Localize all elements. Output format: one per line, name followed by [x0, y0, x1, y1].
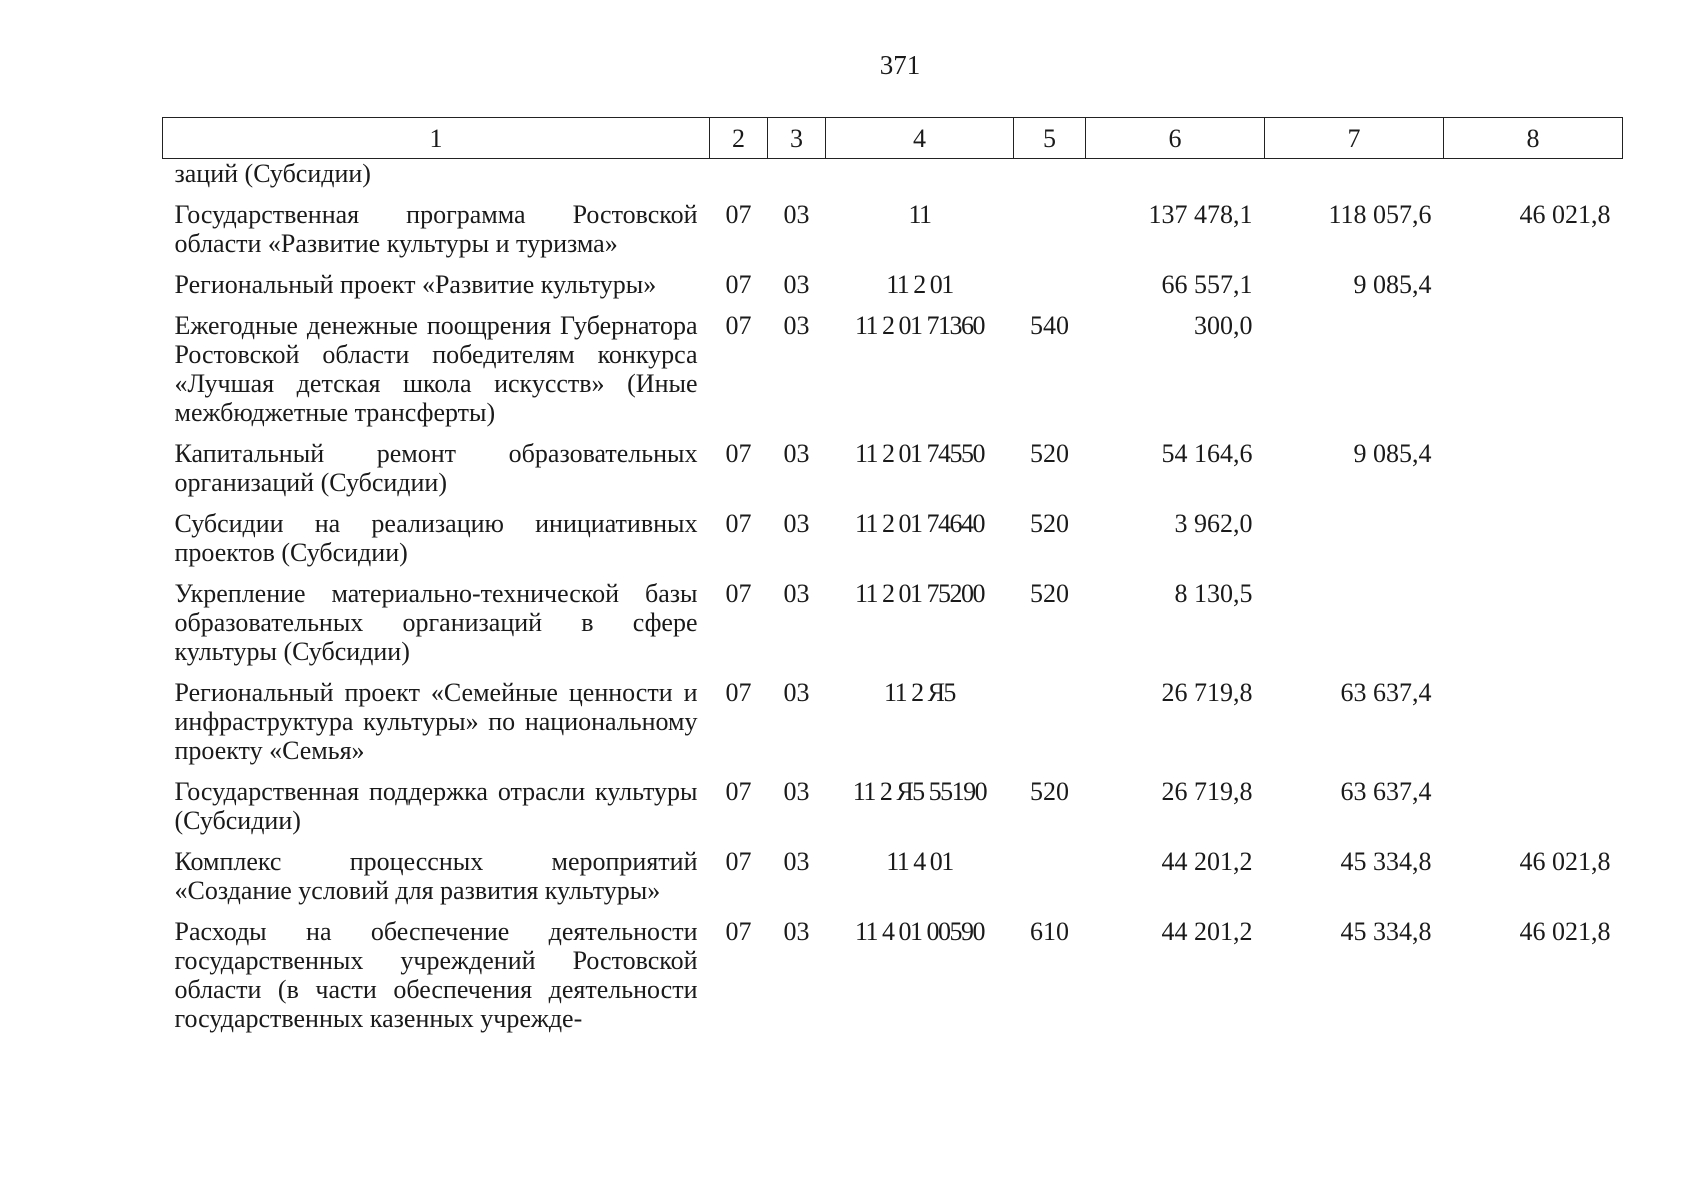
row-description: Комплекс процессных мероприятий «Создание условий для развития культуры» [174, 847, 698, 905]
column-header: 7 [1265, 118, 1444, 159]
subsection-code: 03 [783, 439, 810, 468]
section-code: 07 [725, 439, 752, 468]
expense-type-code [1014, 159, 1086, 201]
page-number: 371 [879, 50, 921, 80]
table-row [163, 917, 1623, 1045]
row-description: заций (Субсидии) [174, 159, 371, 188]
amount-col-6: 3 962,0 [1174, 509, 1253, 538]
table-row [163, 200, 1623, 270]
budget-table [162, 117, 1623, 1045]
target-article-code: 11 2 Я5 55190 [852, 777, 987, 806]
amount-col-8 [1444, 678, 1623, 777]
expense-type-code: 520 [1030, 579, 1069, 608]
column-header: 3 [768, 118, 826, 159]
row-description: Государственная поддержка отрасли культуры (Субсидии) [174, 777, 698, 835]
section-code: 07 [725, 579, 752, 608]
section-code: 07 [725, 847, 752, 876]
amount-col-7: 118 057,6 [1328, 200, 1432, 229]
expense-type-code [1014, 200, 1086, 270]
table-row [163, 311, 1623, 439]
amount-col-8: 46 021,8 [1519, 917, 1611, 946]
column-header: 2 [710, 118, 768, 159]
expense-type-code: 520 [1030, 509, 1069, 538]
table-row [163, 509, 1623, 579]
expense-type-code: 520 [1030, 777, 1069, 806]
amount-col-7: 63 637,4 [1340, 777, 1432, 806]
subsection-code [768, 159, 826, 201]
column-header: 6 [1086, 118, 1265, 159]
amount-col-8: 46 021,8 [1519, 847, 1611, 876]
subsection-code: 03 [783, 678, 810, 707]
amount-col-6: 44 201,2 [1161, 917, 1253, 946]
column-header: 8 [1444, 118, 1623, 159]
amount-col-8 [1444, 777, 1623, 847]
table-row [163, 159, 1623, 201]
table-row [163, 579, 1623, 678]
row-description: Государственная программа Ростовской области «Развитие культуры и туризма» [174, 200, 698, 258]
target-article-code: 11 2 01 75200 [854, 579, 985, 608]
subsection-code: 03 [783, 200, 810, 229]
table-body [163, 159, 1623, 1046]
amount-col-6: 8 130,5 [1174, 579, 1253, 608]
amount-col-8 [1444, 509, 1623, 579]
amount-col-8: 46 021,8 [1519, 200, 1611, 229]
amount-col-7 [1265, 579, 1444, 678]
section-code: 07 [725, 678, 752, 707]
target-article-code [826, 159, 1014, 201]
target-article-code: 11 2 01 74640 [854, 509, 985, 538]
amount-col-8 [1444, 311, 1623, 439]
target-article-code: 11 [908, 200, 931, 229]
row-description: Ежегодные денежные поощрения Губернатора Ростовской области победителям конкурса «Лучшая детская школа искусств» (Иные межбюджетные трансферты) [174, 311, 698, 427]
section-code: 07 [725, 200, 752, 229]
table-row [163, 777, 1623, 847]
amount-col-6 [1086, 159, 1265, 201]
section-code: 07 [725, 917, 752, 946]
amount-col-6: 66 557,1 [1161, 270, 1253, 299]
amount-col-8 [1444, 159, 1623, 201]
section-code: 07 [725, 270, 752, 299]
section-code: 07 [725, 777, 752, 806]
subsection-code: 03 [783, 509, 810, 538]
row-description: Капитальный ремонт образовательных организаций (Субсидии) [174, 439, 698, 497]
target-article-code: 11 2 01 [886, 270, 953, 299]
row-description: Региональный проект «Семейные ценности и инфраструктура культуры» по национальному проекту «Семья» [174, 678, 698, 765]
expense-type-code [1014, 678, 1086, 777]
table-row [163, 439, 1623, 509]
amount-col-8 [1444, 270, 1623, 311]
section-code [710, 159, 768, 201]
amount-col-7: 45 334,8 [1340, 917, 1432, 946]
target-article-code: 11 4 01 00590 [854, 917, 985, 946]
amount-col-6: 137 478,1 [1148, 200, 1253, 229]
target-article-code: 11 4 01 [886, 847, 953, 876]
expense-type-code: 520 [1030, 439, 1069, 468]
amount-col-7: 63 637,4 [1340, 678, 1432, 707]
amount-col-7: 9 085,4 [1353, 270, 1432, 299]
subsection-code: 03 [783, 270, 810, 299]
amount-col-7 [1265, 311, 1444, 439]
subsection-code: 03 [783, 311, 810, 340]
column-header: 5 [1014, 118, 1086, 159]
amount-col-6: 44 201,2 [1161, 847, 1253, 876]
subsection-code: 03 [783, 777, 810, 806]
column-header: 4 [826, 118, 1014, 159]
amount-col-8 [1444, 579, 1623, 678]
subsection-code: 03 [783, 579, 810, 608]
section-code: 07 [725, 311, 752, 340]
expense-type-code: 610 [1030, 917, 1069, 946]
amount-col-6: 26 719,8 [1161, 678, 1253, 707]
expense-type-code [1014, 270, 1086, 311]
amount-col-7 [1265, 159, 1444, 201]
amount-col-6: 26 719,8 [1161, 777, 1253, 806]
amount-col-7: 45 334,8 [1340, 847, 1432, 876]
amount-col-7 [1265, 509, 1444, 579]
row-description: Региональный проект «Развитие культуры» [174, 270, 657, 299]
row-description: Расходы на обеспечение деятельности государственных учреждений Ростовской области (в части обеспечения деятельности государственных казенных учрежде- [174, 917, 698, 1033]
subsection-code: 03 [783, 847, 810, 876]
budget-table-container [162, 117, 1614, 1045]
amount-col-6: 300,0 [1194, 311, 1253, 340]
table-row [163, 270, 1623, 311]
row-description: Субсидии на реализацию инициативных проектов (Субсидии) [174, 509, 698, 567]
table-header-row [163, 118, 1623, 159]
table-row [163, 678, 1623, 777]
target-article-code: 11 2 01 71360 [854, 311, 985, 340]
target-article-code: 11 2 Я5 [884, 678, 955, 707]
row-description: Укрепление материально-технической базы образовательных организаций в сфере культуры (Субсидии) [174, 579, 698, 666]
column-header: 1 [163, 118, 710, 159]
expense-type-code: 540 [1030, 311, 1069, 340]
expense-type-code [1014, 847, 1086, 917]
section-code: 07 [725, 509, 752, 538]
table-row [163, 847, 1623, 917]
amount-col-8 [1444, 439, 1623, 509]
subsection-code: 03 [783, 917, 810, 946]
amount-col-6: 54 164,6 [1161, 439, 1253, 468]
target-article-code: 11 2 01 74550 [854, 439, 985, 468]
amount-col-7: 9 085,4 [1353, 439, 1432, 468]
